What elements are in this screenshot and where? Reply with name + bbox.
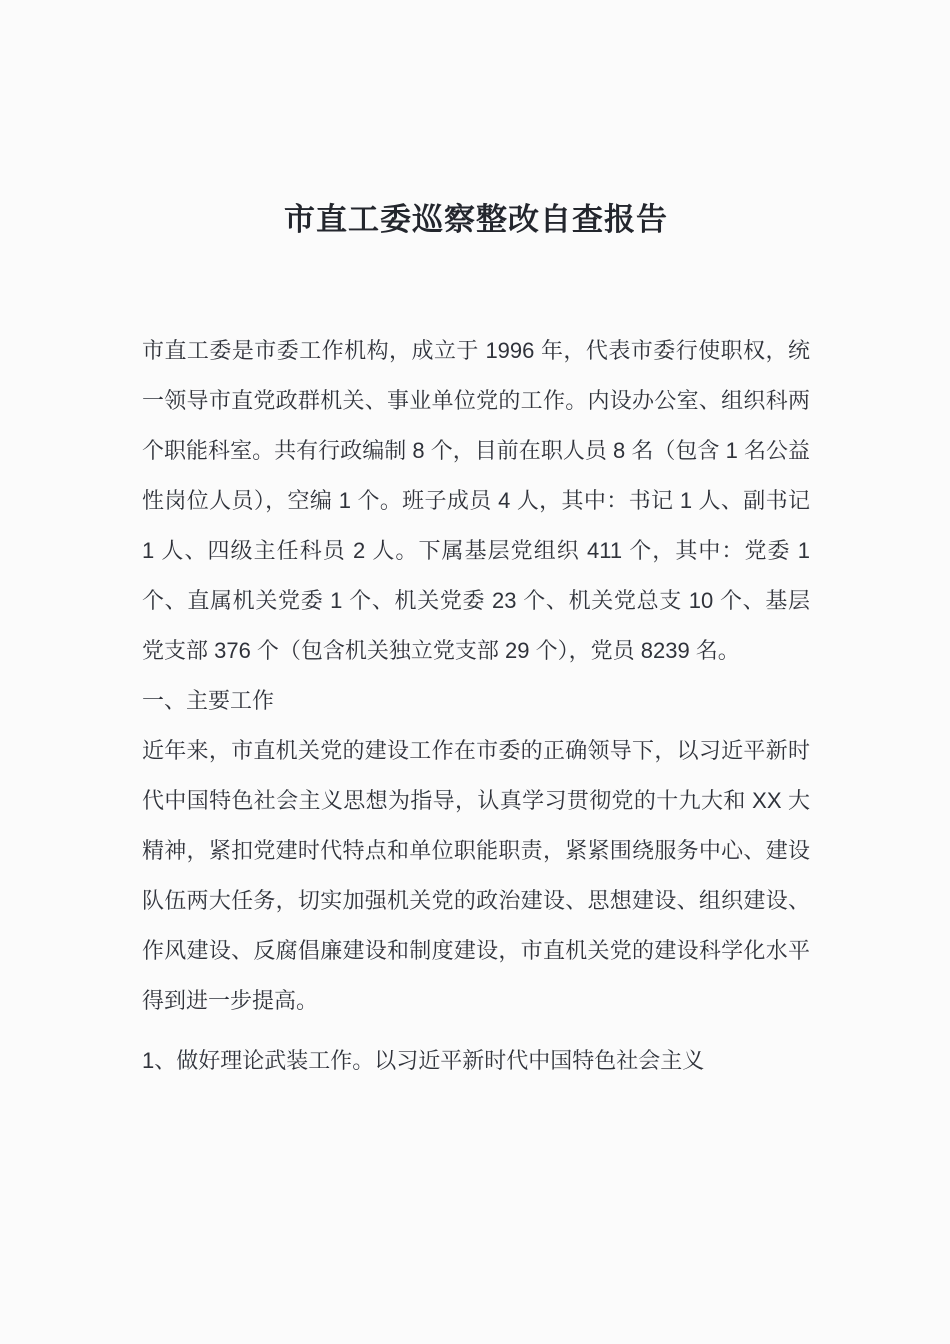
document-title: 市直工委巡察整改自查报告 [284, 202, 668, 237]
paragraph-item-1-theory-work: 1、做好理论武装工作。以习近平新时代中国特色社会主义 [142, 1048, 705, 1074]
section-heading-main-work: 一、主要工作 [142, 688, 275, 714]
paragraph-main-work-overview: 近年来，市直机关党的建设工作在市委的正确领导下，以习近平新时代中国特色社会主义思想为指导，认真学习贯彻党的十九大和 XX 大精神，紧扣党建时代特点和单位职能职责，紧紧围绕服务中心、建设队伍两大任务，切实加强机关党的政治建设、思想建设、组织建设、作风建设、反腐倡廉建设和制度建设，市直机关党的建设科学化水平得到进一步提高。 [142, 738, 810, 1014]
document-body [142, 326, 810, 1086]
paragraph-intro: 市直工委是市委工作机构，成立于 1996 年，代表市委行使职权，统一领导市直党政群机关、事业单位党的工作。内设办公室、组织科两个职能科室。共有行政编制 8 个，目前在职人员 8 名（包含 1 名公益性岗位人员），空编 1 个。班子成员 4 人，其中：书记 1 人、副书记 1 人、四级主任科员 2 人。下属基层党组织 411 个，其中：党委 1 个、直属机关党委 1 个、机关党委 23 个、机关党总支 10 个、基层党支部 376 个（包含机关独立党支部 29 个），党员 8239 名。 [142, 338, 810, 664]
